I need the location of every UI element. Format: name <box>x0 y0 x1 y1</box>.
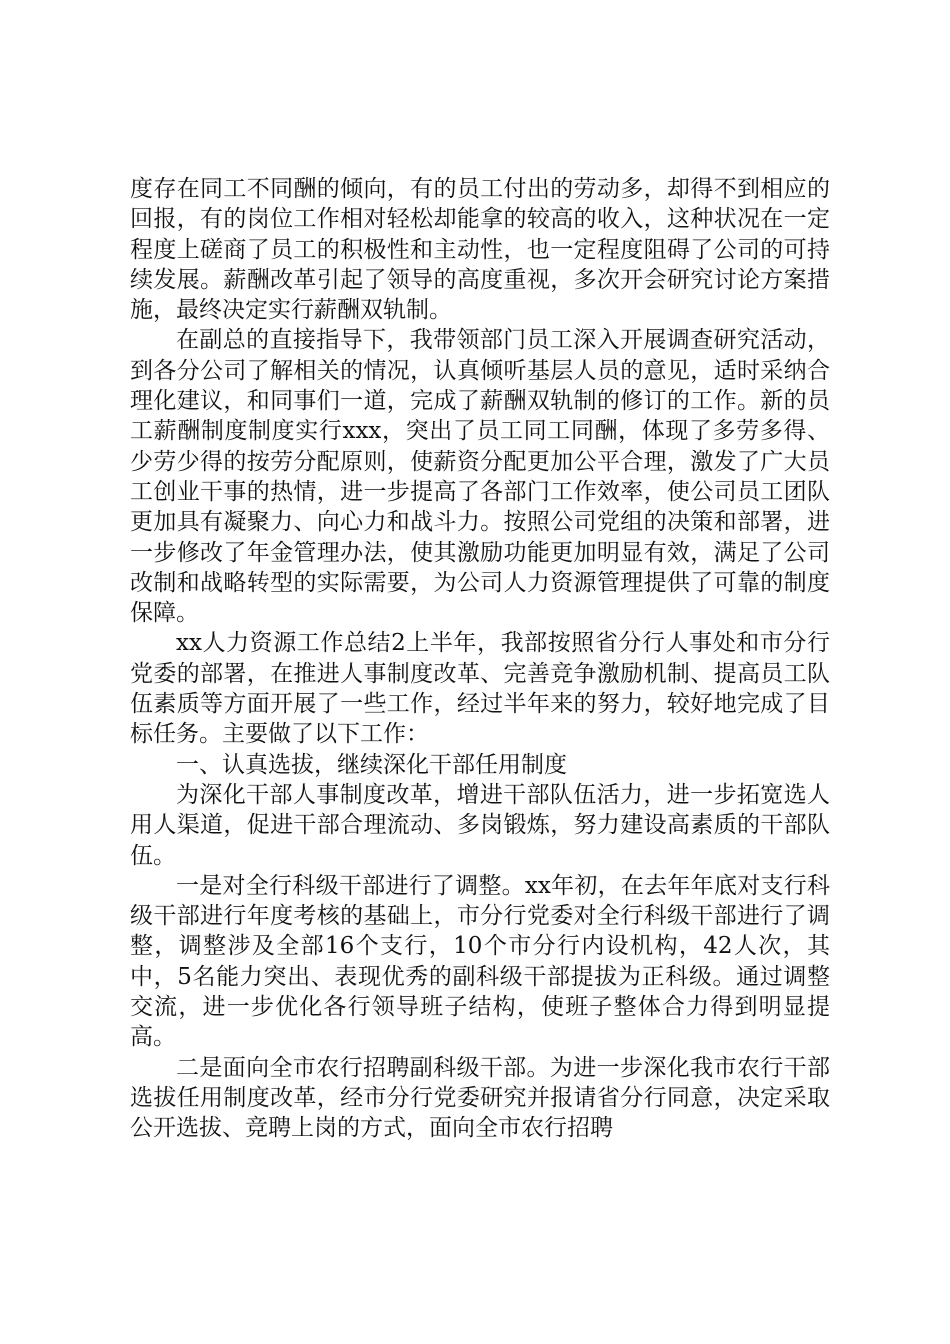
paragraph-5: 为深化干部人事制度改革，增进干部队伍活力，进一步拓宽选人用人渠道，促进干部合理流动、多岗锻炼，努力建设高素质的干部队伍。 <box>130 781 830 869</box>
paragraph-3: xx人力资源工作总结2上半年，我部按照省分行人事处和市分行党委的部署，在推进人事制度改革、完善竞争激励机制、提高员工队伍素质等方面开展了一些工作，经过半年来的努力，较好地完成了目标任务。主要做了以下工作： <box>130 630 830 748</box>
paragraph-7: 二是面向全市农行招聘副科级干部。为进一步深化我市农行干部选拔任用制度改革，经市分行党委研究并报请省分行同意，决定采取公开选拔、竞聘上岗的方式，面向全市农行招聘 <box>130 1054 830 1142</box>
section-heading: 一、认真选拔，继续深化干部任用制度 <box>176 751 567 778</box>
paragraph-6: 一是对全行科级干部进行了调整。xx年初，在去年年底对支行科级干部进行年度考核的基础上，市分行党委对全行科级干部进行了调整，调整涉及全部16个支行，10个市分行内设机构，42人次，其中，5名能力突出、表现优秀的副科级干部提拔为正科级。通过调整交流，进一步优化各行领导班子结构，使班子整体合力得到明显提高。 <box>130 872 830 1051</box>
paragraph-1: 度存在同工不同酬的倾向，有的员工付出的劳动多，却得不到相应的回报，有的岗位工作相对轻松却能拿的较高的收入，这种状况在一定程度上磋商了员工的积极性和主动性，也一定程度阻碍了公司的可持续发展。薪酬改革引起了领导的高度重视，多次开会研究讨论方案措施，最终决定实行薪酬双轨制。 <box>130 176 830 324</box>
document-body <box>130 174 830 1144</box>
paragraph-2: 在副总的直接指导下，我带领部门员工深入开展调查研究活动，到各分公司了解相关的情况，认真倾听基层人员的意见，适时采纳合理化建议，和同事们一道，完成了薪酬双轨制的修订的工作。新的员工薪酬制度制度实行xxx，突出了员工同工同酬，体现了多劳多得、少劳少得的按劳分配原则，使薪资分配更加公平合理，激发了广大员工创业干事的热情，进一步提高了各部门工作效率，使公司员工团队更加具有凝聚力、向心力和战斗力。按照公司党组的决策和部署，进一步修改了年金管理办法，使其激励功能更加明显有效，满足了公司改制和战略转型的实际需要，为公司人力资源管理提供了可靠的制度保障。 <box>130 327 830 627</box>
